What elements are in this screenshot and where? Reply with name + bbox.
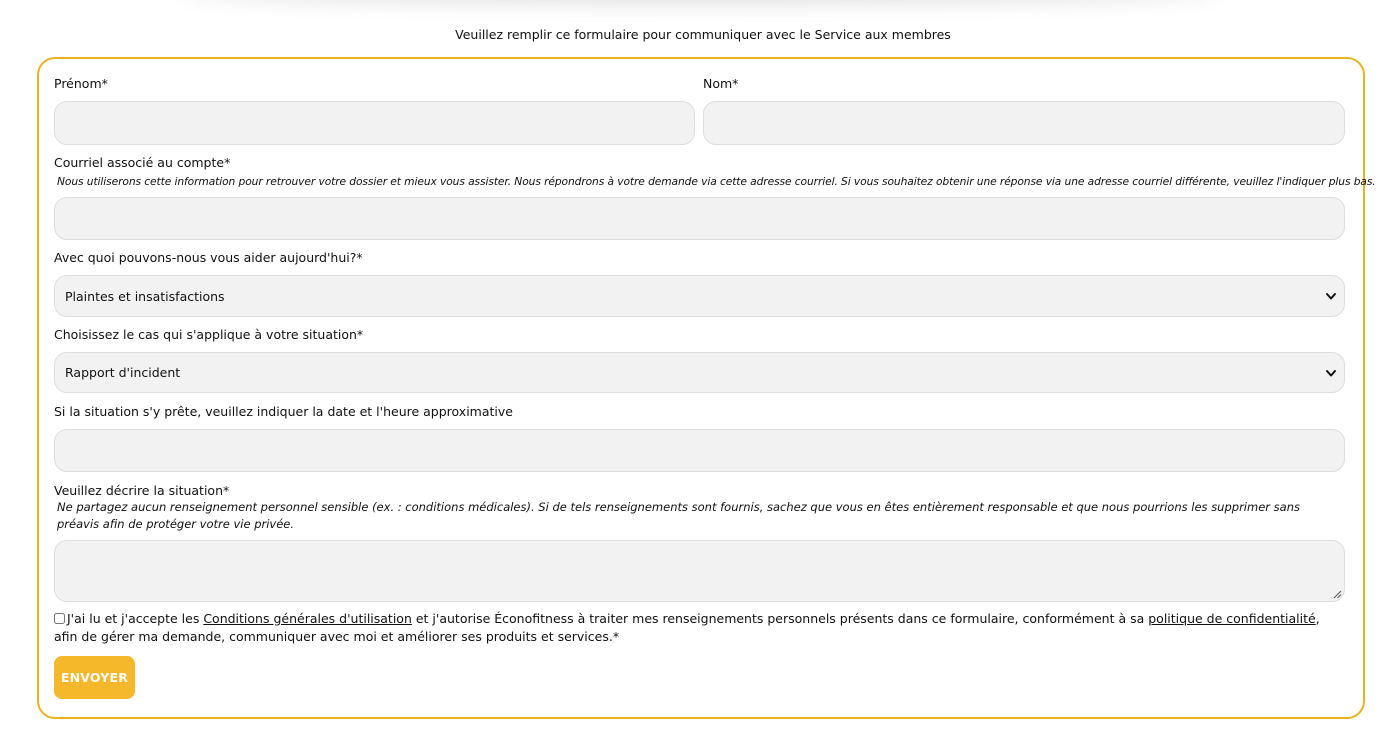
consent-text-2: et j'autorise Éconofitness à traiter mes renseignements personnels présents dans ce formulaire, conformément à sa [411,611,1149,626]
description-help-text: Ne partagez aucun renseignement personnel sensible (ex. : conditions médicales). Si de tels renseignements sont fournis, sachez que vous en êtes entièrement responsable et que nous pourrions les supprimer sans préavis afin de protéger votre vie privée. [57,500,1300,531]
chevron-down-icon [1325,290,1337,302]
first-name-input[interactable] [54,101,695,145]
consent-text-1: J'ai lu et j'accepte les [67,611,204,626]
form-intro: Veuillez remplir ce formulaire pour communiquer avec le Service aux membres [455,27,951,42]
privacy-policy-link[interactable]: politique de confidentialité [1148,611,1316,626]
consent-text-3: , afin de gérer ma demande, communiquer avec moi et améliorer ses produits et services.* [54,611,1320,644]
email-help-text: Nous utiliserons cette information pour retrouver votre dossier et mieux vous assister. Nous répondrons à votre demande via cette adresse courriel. Si vous souhaitez obtenir une réponse via une adresse courriel différente, veuillez l'indiquer plus bas. [57,175,1376,188]
first-name-label: Prénom* [54,76,108,91]
submit-button[interactable]: ENVOYER [54,656,135,699]
resize-grip-icon[interactable] [1332,589,1342,599]
last-name-input[interactable] [703,101,1345,145]
description-label: Veuillez décrire la situation* [54,483,230,498]
case-label: Choisissez le cas qui s'applique à votre situation* [54,327,364,342]
consent-checkbox[interactable] [54,613,65,624]
last-name-label: Nom* [703,76,739,91]
description-textarea[interactable] [54,540,1345,602]
datetime-label: Si la situation s'y prête, veuillez indiquer la date et l'heure approximative [54,404,513,419]
terms-link[interactable]: Conditions générales d'utilisation [203,611,412,626]
topic-select[interactable] [54,275,1345,317]
email-label: Courriel associé au compte* [54,155,231,170]
topic-label: Avec quoi pouvons-nous vous aider aujourd'hui?* [54,250,363,265]
email-input[interactable] [54,197,1345,240]
datetime-input[interactable] [54,429,1345,472]
topic-select-value: Plaintes et insatisfactions [65,288,225,304]
case-select-value: Rapport d'incident [65,365,181,380]
chevron-down-icon [1325,367,1337,379]
consent-row [54,610,1344,646]
case-select[interactable] [54,352,1345,393]
